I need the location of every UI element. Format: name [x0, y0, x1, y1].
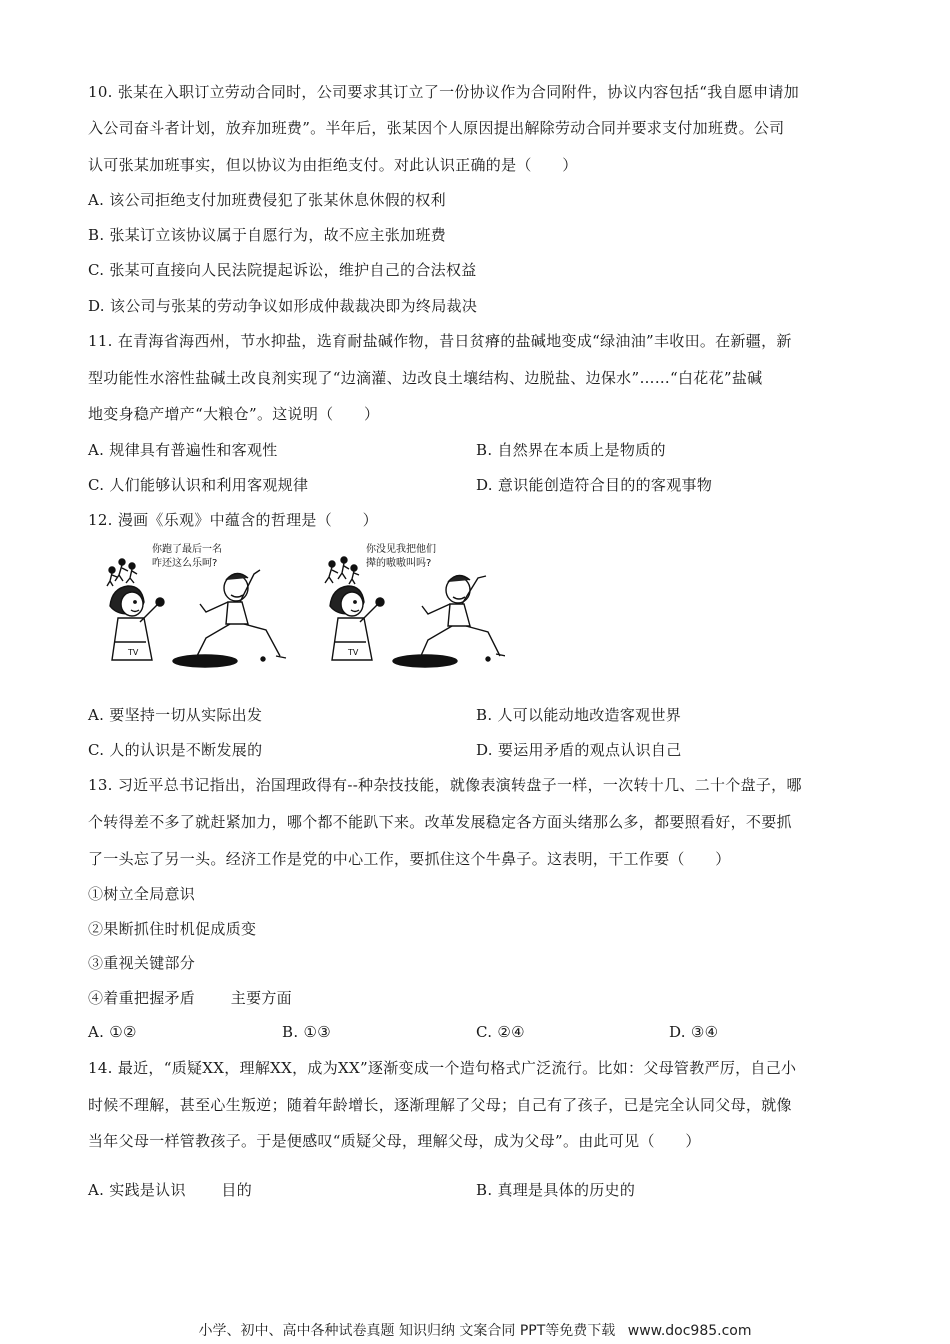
cartoon-panel-right: [325, 542, 505, 667]
q13-option-b: B. ①③: [282, 1023, 331, 1041]
q13-stem-line-2: 个转得差不多了就赶紧加力，哪个都不能趴下来。改革发展稳定各方面头绪那么多，都要照看好，不要抓: [88, 813, 792, 831]
q13-item-2: ②果断抓住时机促成质变: [88, 920, 257, 938]
q14-stem-line-1: 14. 最近，“质疑XX，理解XX，成为XX”逐渐变成一个造句格式广泛流行。比如：父母管教严厉，自己小: [88, 1059, 797, 1077]
q10-stem-line-1: 10. 张某在入职订立劳动合同时，公司要求其订立了一份协议作为合同附件，协议内容包括“我自愿申请加: [88, 83, 799, 101]
bubble-right-line-1: 你没见我把他们: [366, 544, 436, 555]
q10-option-c: C. 张某可直接向人民法院提起诉讼，维护自己的合法权益: [88, 261, 477, 279]
q12-option-a: A. 要坚持一切从实际出发: [88, 706, 263, 724]
background-runners-icon: [325, 557, 359, 584]
q11-option-a: A. 规律具有普遍性和客观性: [88, 441, 278, 459]
q12-stem: 12. 漫画《乐观》中蕴含的哲理是（ ）: [88, 511, 378, 529]
bubble-left-line-2: 咋还这么乐呵?: [152, 558, 218, 569]
q11-option-d: D. 意识能创造符合目的的客观事物: [476, 476, 713, 494]
background-runners-icon: [107, 559, 137, 586]
bubble-right-line-2: 撵的嗷嗷叫吗?: [366, 558, 432, 569]
q11-option-b: B. 自然界在本质上是物质的: [476, 441, 666, 459]
svg-text:TV: TV: [128, 648, 139, 657]
page-footer: [0, 1322, 950, 1340]
reporter-icon: [110, 586, 164, 660]
q12-option-d: D. 要运用矛盾的观点认识自己: [476, 741, 682, 759]
q14-stem-line-3: 当年父母一样管教孩子。于是便感叹“质疑父母，理解父母，成为父母”。由此可见（ ）: [88, 1132, 701, 1150]
q14-stem-line-2: 时候不理解，甚至心生叛逆；随着年龄增长，逐渐理解了父母；自己有了孩子，已是完全认同父母，就像: [88, 1096, 792, 1114]
q14-option-b: B. 真理是具体的历史的: [476, 1181, 636, 1199]
footer-text: 小学、初中、高中各种试卷真题 知识归纳 文案合同 PPT等免费下载: [198, 1323, 616, 1339]
q14-option-a: A. 实践是认识 目的: [88, 1181, 253, 1199]
q10-stem-line-2: 入公司奋斗者计划，放弃加班费”。半年后，张某因个人原因提出解除劳动合同并要求支付加班费。公司: [88, 119, 785, 137]
q13-option-a: A. ①②: [88, 1023, 137, 1041]
q11-stem-line-3: 地变身稳产增产“大粮仓”。这说明（ ）: [88, 405, 380, 423]
footer-site-link[interactable]: www.doc985.com: [627, 1323, 752, 1339]
q10-stem-line-3: 认可张某加班事实，但以协议为由拒绝支付。对此认识正确的是（ ）: [88, 156, 578, 174]
reporter-icon: [330, 586, 384, 660]
q10-option-b: B. 张某订立该协议属于自愿行为，故不应主张加班费: [88, 226, 447, 244]
q11-stem-line-1: 11. 在青海省海西州，节水抑盐，选育耐盐碱作物，昔日贫瘠的盐碱地变成“绿油油”丰收田。在新疆，新: [88, 332, 792, 350]
q13-option-c: C. ②④: [476, 1023, 525, 1041]
q13-item-3: ③重视关键部分: [88, 954, 196, 972]
q13-item-1: ①树立全局意识: [88, 885, 196, 903]
runner-icon: [192, 570, 286, 660]
q11-stem-line-2: 型功能性水溶性盐碱土改良剂实现了“边滴灌、边改良土壤结构、边脱盐、边保水”……“白花花”盐碱: [88, 369, 763, 387]
q11-option-c: C. 人们能够认识和利用客观规律: [88, 476, 309, 494]
q13-item-4: ④着重把握矛盾 主要方面: [88, 989, 292, 1007]
q13-stem-line-3: 了一头忘了另一头。经济工作是党的中心工作，要抓住这个牛鼻子。这表明，干工作要（ ）: [88, 850, 731, 868]
q12-option-c: C. 人的认识是不断发展的: [88, 741, 263, 759]
q10-option-d: D. 该公司与张某的劳动争议如形成仲裁裁决即为终局裁决: [88, 297, 478, 315]
hole-icon: [393, 655, 457, 667]
q12-option-b: B. 人可以能动地改造客观世界: [476, 706, 682, 724]
q13-stem-line-1: 13. 习近平总书记指出，治国理政得有--种杂技技能，就像表演转盘子一样，一次转十几、二十个盘子，哪: [88, 776, 802, 794]
q10-option-a: A. 该公司拒绝支付加班费侵犯了张某休息休假的权利: [88, 191, 446, 209]
bubble-left-line-1: 你跑了最后一名: [152, 544, 222, 555]
cartoon-panel-left: [107, 542, 286, 667]
svg-text:TV: TV: [348, 648, 359, 657]
q13-option-d: D. ③④: [669, 1023, 719, 1041]
runner-icon: [414, 575, 505, 660]
cartoon-optimism: [100, 540, 505, 672]
hole-icon: [173, 655, 237, 667]
